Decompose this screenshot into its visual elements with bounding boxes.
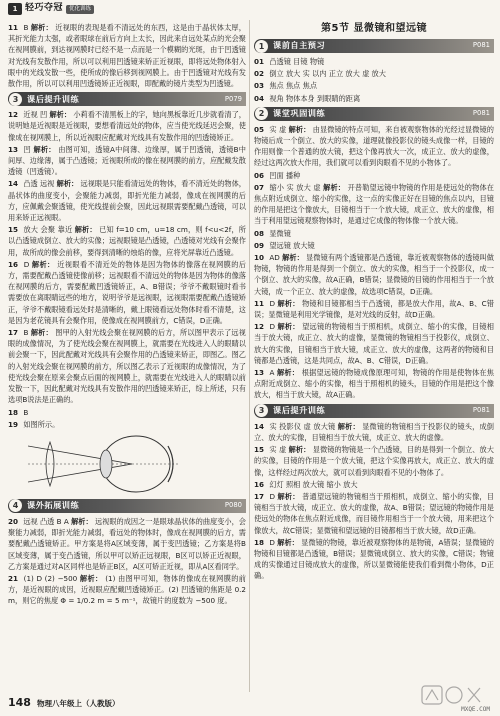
section-header-right-3 (254, 404, 494, 418)
section-badge: 2 (255, 107, 268, 120)
item-explanation: 显微镜有两个透镜都是凸透镜，靠近被观察物体的透镜叫做物镜，物镜的作用是得到一个倒立、放大的实像，相当于一个投影仪，成一个倒立、放大的实像，故A正确，B错误；显微镜的目镜的作用相当于一个放大镜，成一个正立、放大的虚像，故选项C错误，D正确。 (254, 253, 494, 296)
item-number: 14 (254, 421, 265, 431)
item-label: 解析： (282, 253, 304, 263)
item-number: 03 (254, 81, 265, 91)
section-badge: 3 (255, 404, 268, 417)
item-answer: AD (269, 253, 280, 263)
answer-item (254, 252, 494, 297)
answer-item (254, 321, 494, 366)
page-footer (8, 697, 119, 709)
answer-item (254, 240, 494, 251)
item-answer: D (269, 537, 275, 547)
item-answer: 倒立 放大 实 以内 正立 放大 虚 放大 (269, 69, 386, 79)
item-explanation: 图甲的入射光线会聚在视网膜的后方，所以图甲表示了远视眼的成像情况，为了使光线会聚在视网膜上，就需要在光线进入人的眼睛以前会聚一下，因此配戴对光线具有会聚作用的凸透镜来矫正，即图乙。图乙的入射光线会聚在视网膜的前方，所以图乙表示了近视眼的成像情况，为了使光线会聚在原来会聚点后面的视网膜上，就需要在光线进入人的眼睛以前发散一下，因此配戴对光线具有发散作用的凹透镜来矫正，综上所述，只有选项B说法是正确的。 (8, 328, 246, 405)
answer-item (254, 80, 494, 91)
item-label: 解析： (56, 179, 79, 189)
item-answer: 实 投影仪 虚 放大镜 (269, 421, 336, 431)
item-explanation: 显微镜的物镜，靠近被观察物体的是物镜，A错误；显微镜的物镜和目镜都是凸透镜，B错误；显微镜成倒立、放大的实像，C错误；物镜成的实像通过目镜成放大的虚像，所以显微镜能使我们看到微小物体，D正确。 (254, 537, 494, 581)
item-number: 12 (254, 322, 265, 332)
item-number: 16 (254, 479, 265, 489)
item-label: 解析： (31, 259, 55, 269)
section-header-left-2 (8, 499, 246, 513)
item-explanation: 近视眼的表现是看不清远处的东西，这是由于晶状体太厚，其折光能力太强，或者眼球在前后方向上太长，因此来自远处某点的光会聚在视网膜前，到达视网膜时已经不是一点而是一个模糊的光斑，由于凹透镜对光线有发散作用，所以可以利用凹透镜来矫正近视眼，即将远处物体射入眼中的光线发散一些，使所成的像后移到视网膜上。由于凹透镜对光线有发散作用，所以可以利用凹透镜矫正近视眼，即配戴的镜片类型为凹透镜。 (8, 23, 246, 89)
section-page-ref: P081 (472, 406, 490, 415)
section-badge: 1 (255, 40, 268, 53)
item-label: 解析： (277, 537, 299, 547)
item-label: 解析： (71, 516, 93, 526)
ray-bottom (28, 464, 132, 482)
item-answer: 实 虚 (269, 124, 287, 134)
answer-item (254, 421, 494, 443)
answer-item (254, 124, 494, 169)
page-number: 148 (8, 696, 31, 709)
item-answer: B (23, 23, 29, 32)
item-answer: B (23, 407, 29, 417)
item-label: 解析： (337, 421, 360, 431)
answer-item (254, 170, 494, 181)
item-number: 04 (254, 93, 265, 103)
item-number: 10 (254, 253, 265, 263)
crystalline-lens (100, 450, 112, 478)
item-number: 09 (254, 240, 265, 250)
item-number: 15 (8, 225, 19, 235)
item-label: 解析： (323, 182, 346, 192)
brand-logo-icon: 1 (8, 3, 22, 15)
answer-item (8, 419, 246, 430)
answer-item (254, 68, 494, 79)
answer-item (254, 491, 494, 536)
item-number: 20 (8, 516, 19, 526)
item-number: 08 (254, 228, 265, 238)
item-answer: 放大 会聚 靠近 (23, 225, 73, 235)
answer-item (254, 537, 494, 582)
item-answer: (1) D (2) −500 (23, 573, 78, 583)
section-page-ref: P081 (472, 109, 490, 118)
item-label: 解析： (277, 322, 300, 332)
answer-item (8, 109, 246, 143)
answer-item (254, 56, 494, 67)
item-answer: D (269, 491, 276, 501)
answer-item (8, 516, 246, 572)
answer-item (8, 144, 246, 178)
item-answer: 近视 凹 (23, 110, 48, 120)
item-answer: 视角 物体本身 到眼睛的距离 (269, 93, 361, 103)
item-number: 13 (254, 368, 265, 378)
item-explanation: 普通望远镜的物镜相当于照相机，成倒立、缩小的实像，目镜相当于放大镜，成正立、放大的虚像，故A、B错误；望远镜的物镜作用是使远处的物体在焦点附近成像，而目镜作用相当于一个放大镜，用来把这个像放大，故C错误；显微镜和望远镜的目镜都相当于放大镜，故D正确。 (254, 491, 494, 535)
left-section2-items (8, 516, 246, 607)
ray-top (28, 446, 132, 464)
watermark-text: MXQE.COM (461, 706, 490, 713)
item-number: 21 (8, 573, 19, 583)
item-number: 17 (8, 328, 19, 338)
right-section1-items (254, 56, 494, 104)
section-badge: 3 (9, 93, 22, 106)
section-header-left-1 (8, 92, 246, 106)
item-number: 05 (254, 124, 265, 134)
item-answer: A (269, 368, 275, 378)
left-column (8, 22, 246, 608)
item-answer: 如图所示。 (23, 419, 60, 429)
item-answer: 焦点 焦点 焦点 (269, 81, 318, 91)
item-explanation: 远视眼的成因之一是眼球晶状体的曲度变小，会聚能力减弱，即折光能力减弱，看远处的物体时，像成在视网膜的后方，需要配戴凸透镜矫正。甲方案是将A区域变薄，属于变凹透镜；乙方案是将B区域变薄，属于变凸透镜，所以甲可以矫正远视眼，B区可以矫正近视眼，乙方案是通过对A区同样也是矫正B区，A区可矫正近视，即从A区看同学。 (8, 516, 246, 571)
item-answer: D (269, 298, 276, 308)
item-label: 解析： (33, 144, 56, 154)
section-header-right-1 (254, 39, 494, 53)
item-number: 17 (254, 491, 265, 501)
section-header-right-2 (254, 107, 494, 121)
item-number: 01 (254, 57, 265, 66)
item-explanation: (1) 由图甲可知，物体的像成在视网膜的前方，是近视眼的成因，近视眼应配戴凹透镜矫正。(2) 凹透镜的焦距是 0.2 m，则它的焦度 Φ = 1/0.2 m = 5 m⁻¹，故镜片的度数为 −500 度。 (8, 573, 246, 606)
item-explanation: 物镜和目镜都相当于凸透镜，都是放大作用，故A、B、C错误；显微镜是利用光学镜像，是对光线的反射，故D正确。 (254, 298, 494, 320)
answer-item (8, 224, 246, 258)
brand-tag: 优化训练 (66, 5, 94, 14)
item-number: 07 (254, 182, 265, 192)
item-number: 18 (8, 407, 19, 417)
item-number: 11 (254, 298, 265, 308)
section-title: 课后提升训练 (27, 93, 80, 104)
item-answer: 凸透镜 目镜 物镜 (269, 57, 325, 66)
item-number: 11 (8, 23, 19, 32)
answer-item (8, 22, 246, 89)
section-title: 课外拓展训练 (27, 500, 80, 511)
column-divider (249, 20, 250, 692)
item-explanation: 望远镜的物镜相当于照相机，成倒立、缩小的实像，目镜相当于放大镜，成正立、放大的虚像，显微镜的物镜相当于投影仪，成倒立、放大的实像，目镜相当于放大镜，成正立、放大的虚像，这两者的物镜和目镜都是凸透镜，这是共同点，故A、B、C错误，D正确。 (254, 322, 494, 365)
chapter-title: 第5节 显微镜和望远镜 (321, 23, 427, 34)
item-label: 解析： (49, 110, 72, 120)
item-label: 解析： (30, 328, 53, 338)
item-explanation: 显微镜的物镜是一个凸透镜，目的是得到一个倒立、放大的实像，目镜的作用是一个放大镜，把这个实像再放大，成正立、放大的虚像，这样经过两次放大，就可以看到肉眼看不见的小物体了。 (254, 445, 494, 477)
item-label: 解析： (277, 491, 300, 501)
item-explanation: 开普勒望远镜中物镜的作用是使远处的物体在焦点附近成倒立、缩小的实像，这一点的实像正好在目镜的焦点以内，目镜的作用是把这个像放大，目镜相当于一个放大镜，成正立、放大的虚像，相当于利用望远镜观察物体时，是通过它成像的物体像一个放大镜。 (254, 182, 494, 226)
section-title: 课前自主预习 (273, 40, 326, 51)
header-bar (8, 2, 94, 16)
section-page-ref: P080 (224, 501, 242, 510)
item-label: 解析： (30, 23, 53, 32)
answer-item (254, 182, 494, 227)
item-answer: 望远镜 放大镜 (269, 240, 315, 250)
answer-item (8, 178, 246, 223)
item-answer: 实 虚 (269, 445, 287, 455)
item-explanation: 近视眼看不清近处的物体是因为物体的像落在视网膜的后方，需要配戴凸透镜使像前移；远视眼看不清远处的物体是因为物体的像落在视网膜的后方，需要配戴凹透镜矫正，A、B错误；爷爷不戴眼镜时看书需要放在离眼睛远些的地方，说明爷爷是远视眼，远视眼需要配戴凸透镜矫正，爷爷不戴眼镜看远处时是清晰的，戴上眼镜看远处物体时看不清楚，这是因为老花镜具有会聚作用，使像成在视网膜前方，C错误，D正确。 (8, 259, 246, 325)
item-answer: 凹 (23, 144, 31, 154)
right-section3-items (254, 421, 494, 582)
item-label: 解析： (276, 368, 300, 378)
item-number: 19 (8, 419, 19, 429)
item-answer: 缩小 实 放大 虚 (269, 182, 321, 192)
section-page-ref: P081 (472, 41, 490, 50)
item-label: 解析： (288, 445, 311, 455)
answer-item (8, 259, 246, 326)
answer-item (254, 93, 494, 104)
item-explanation: 由图可知，透镜A中间薄、边缘厚，属于凹透镜，透镜B中间厚、边缘薄，属于凸透镜；近视眼所成的像在视网膜的前方，应配戴发散透镜（凹透镜）。 (8, 144, 246, 177)
item-label: 解析： (288, 124, 311, 134)
right-section2-items (254, 124, 494, 401)
section-badge: 4 (9, 499, 22, 512)
item-number: 12 (8, 110, 19, 120)
item-explanation: 显微镜的物镜相当于投影仪的镜头，成倒立、放大的实像，目镜相当于放大镜，成正立、放大的虚像。 (254, 421, 494, 442)
item-answer: 凸透 远视 (23, 179, 55, 189)
answer-item (254, 228, 494, 239)
item-number: 14 (8, 179, 19, 189)
item-label: 解析： (79, 573, 103, 583)
item-number: 06 (254, 170, 265, 180)
item-explanation: 远视眼是只能看清远处的物体，看不清近处的物体，晶状体的曲度变小，会聚能力减弱，即折光能力减弱，像成在视网膜的后方，应佩戴会聚透镜，使光线提前会聚，因此远视眼需要配戴凸透镜，可以用来矫正远视眼。 (8, 179, 246, 223)
item-answer: 幻灯 照相 放大镜 缩小 放大 (269, 479, 358, 489)
item-number: 18 (254, 537, 265, 547)
answer-item (8, 327, 246, 405)
section-title: 课堂巩固训练 (273, 108, 326, 119)
item-explanation: 已知 f=10 cm，u=18 cm，则 f<u<2f，所以凸透镜成倒立、放大的实像；远视眼镜是凸透镜，凸透镜对光线有会聚作用，故所成的像会前移，要得到清晰的烛焰的像，应将光屏靠近凸透镜。 (8, 225, 246, 257)
item-label: 解析： (277, 298, 300, 308)
answer-item (254, 479, 494, 490)
item-answer: 显微镜 (269, 228, 291, 238)
eye-lens-figure (28, 432, 198, 496)
brand-name: 轻巧夺冠 (25, 3, 64, 14)
left-section1-items (8, 109, 246, 430)
item-explanation: 根据望远镜的物镜成像原理可知，物镜的作用是使物体在焦点附近成倒立、缩小的实像，相当于照相机的镜头，目镜的作用是把这个像放大，相当于放大镜，故A正确。 (254, 368, 494, 400)
answer-item (8, 407, 246, 418)
item-answer: D (23, 259, 30, 269)
answer-item (254, 444, 494, 478)
item-label: 解析： (74, 225, 97, 235)
answer-item (8, 573, 246, 607)
right-column (254, 22, 494, 583)
section-page-ref: P079 (224, 94, 242, 103)
answer-item (254, 367, 494, 401)
item-number: 15 (254, 445, 265, 455)
item-answer: 远视 凸透 B A (23, 516, 69, 526)
section-title: 课后提升训练 (273, 405, 326, 416)
answer-item (254, 298, 494, 320)
book-title: 物理八年级上（人教版） (36, 699, 120, 708)
item-explanation: 由显微镜的特点可知，来自被观察物体的光经过显微镜的物镜后成一个倒立、放大的实像，道理就像投影仪的镜头成像一样，目镜的作用则像一个普通的放大镜，把这个像再放大一次，成正立、放大的虚像，经过这两次放大作用，我们就可以看到肉眼看不见的小物体了。 (254, 124, 494, 168)
item-answer: B (23, 328, 29, 338)
item-answer: D (269, 322, 276, 332)
item-number: 02 (254, 69, 265, 79)
item-number: 13 (8, 144, 19, 154)
item-number: 16 (8, 259, 19, 269)
item-answer: 凹面 播种 (269, 170, 301, 180)
left-top-items (8, 22, 246, 89)
item-explanation: 小莉看不清黑板上的字，她向黑板靠近几步就看清了，说明她是近视眼是近视眼，要想看清远处的物体，应当使光线延迟会聚，使像成在视网膜上，所以近视眼应配戴对光线具有发散作用的凹透镜矫正。 (8, 110, 246, 142)
